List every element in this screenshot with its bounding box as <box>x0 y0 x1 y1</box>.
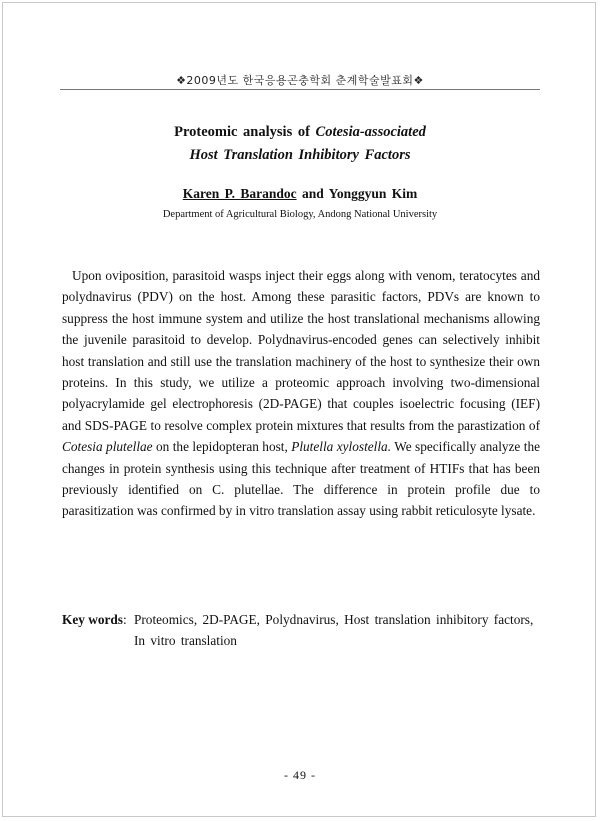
abstract-part-3: We specifically analyze the changes in protein synthesis using this technique after treatment of HTIFs that has been previously identified on C. plutellae. The difference in protein profile due to parasitization was confirmed by in vitro translation assay using rabbit reticulosyte lysate. <box>62 439 541 519</box>
page-number: - 49 - <box>284 768 316 782</box>
affiliation: Department of Agricultural Biology, Andong National University <box>162 209 438 220</box>
running-header: ❖2009년도 한국응용곤충학회 춘계학술발표회❖ <box>176 74 424 87</box>
author-second: Yonggyun Kim <box>328 186 418 201</box>
species-cotesia: Cotesia plutellae <box>62 439 153 455</box>
keywords-text: Proteomics, 2D-PAGE, Polydnavirus, Host translation inhibitory factors, In vitro translation <box>133 612 534 649</box>
keywords-separator: : <box>122 612 130 627</box>
author-first: Karen P. Barandoc <box>182 186 297 201</box>
keywords-label-group <box>62 609 130 652</box>
author-list <box>60 186 540 202</box>
header-rule <box>60 89 540 90</box>
title-italic: Cotesia-associated <box>315 124 426 140</box>
paper-title <box>60 121 540 167</box>
title-prefix: Proteomic analysis of <box>174 124 316 140</box>
author-join: and <box>296 186 329 201</box>
abstract-part-2: on the lepidopteran host, <box>152 439 292 455</box>
title-line-2: Host Translation Inhibitory Factors <box>189 147 411 163</box>
species-plutella: Plutella xylostella. <box>291 439 392 455</box>
keywords-label: Key words <box>62 612 123 627</box>
title-line-1 <box>60 121 540 144</box>
abstract-part-1: Upon oviposition, parasitoid wasps inject their eggs along with venom, teratocytes and polydnavirus (PDV) on the host. Among these parasitic factors, PDVs are known to suppress the host immune system and utilize the host translational mechanisms allowing the juvenile parasitoid to develop. Polydnavirus-encoded genes can selectively inhibit host translation and still use the translation machinery of the host to synthesize their own proteins. In this study, we utilize a proteomic approach involving two-dimensional polyacrylamide gel electrophoresis (2D-PAGE) that couples isoelectric focusing (IEF) and SDS-PAGE to resolve complex protein mixtures that results from the parastization of <box>62 268 540 433</box>
abstract-body <box>62 265 540 522</box>
keywords <box>62 609 540 652</box>
